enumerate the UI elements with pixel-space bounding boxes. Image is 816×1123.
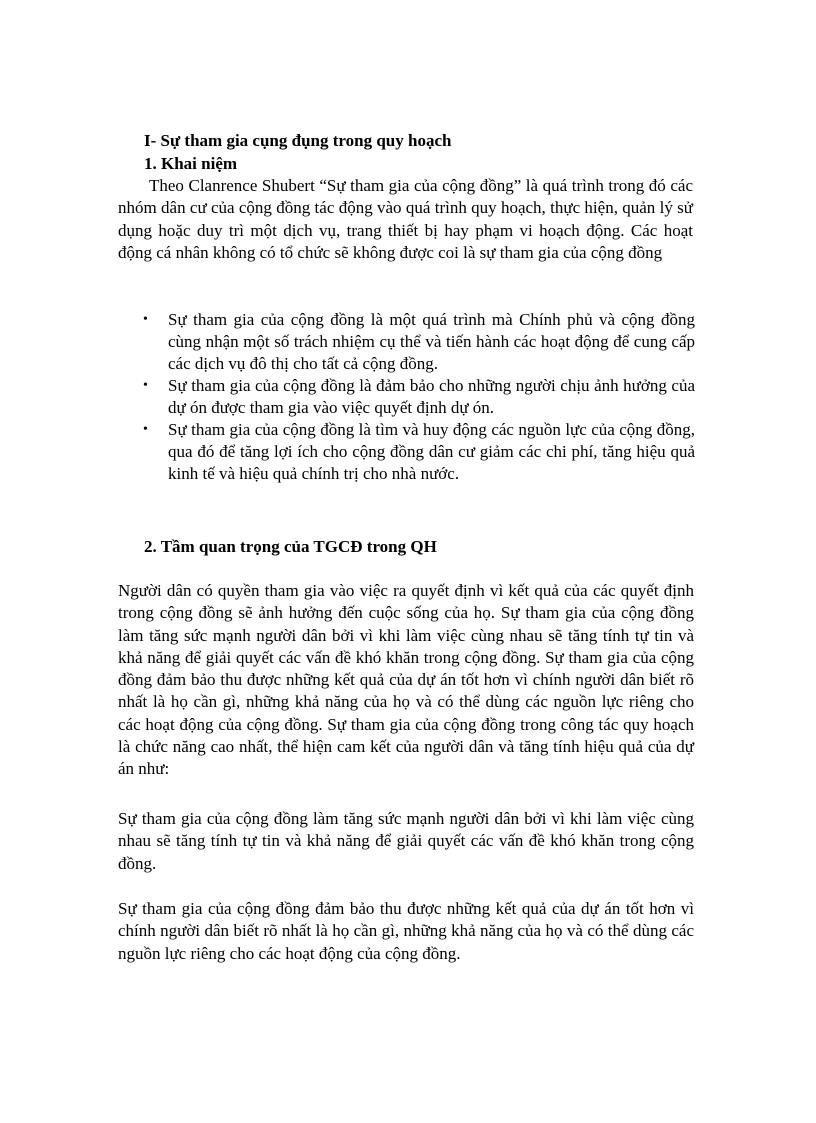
intro-paragraph: Theo Clanrence Shubert “Sự tham gia của cộng đồng” là quá trình trong đó các nhóm dân cư của cộng đồng tác động vào quá trình quy hoạch, thực hiện, quản lý sử dụng hoặc duy trì một dịch vụ, trang thiết bị hay phạm vi hoạch động. Các hoạt động cá nhân không có tổ chức sẽ không được coi là sự tham gia của cộng đồng [118,176,693,262]
bullet-item [140,419,695,485]
empowerment-paragraph: Sự tham gia của cộng đồng làm tăng sức mạnh người dân bởi vì khi làm việc cùng nhau sẽ tăng tính tự tin và khả năng để giải quyết các vấn đề khó khăn trong cộng đồng. [118,809,694,873]
importance-paragraph: Người dân có quyền tham gia vào việc ra quyết định vì kết quả của các quyết định trong cộng đồng sẽ ảnh hưởng đến cuộc sống của họ. Sự tham gia của cộng đồng làm tăng sức mạnh người dân bởi vì khi làm việc cùng nhau sẽ tăng tính tự tin và khả năng để giải quyết các vấn đề khó khăn trong cộng đồng. Sự tham gia của cộng đồng đảm bảo thu được những kết quả của dự án tốt hơn vì chính người dân biết rõ nhất là họ cần gì, những khả năng của họ và có thể dùng các nguồn lực riêng cho các hoạt động của cộng đồng. Sự tham gia của cộng đồng trong công tác quy hoạch là chức năng cao nhất, thể hiện cam kết của người dân và tăng tính hiệu quả của dự án như: [118,581,694,779]
bullet-text: Sự tham gia của cộng đồng là tìm và huy động các nguồn lực của cộng đồng, qua đó để tăng lợi ích cho cộng đồng dân cư giảm các chi phí, tăng hiệu quả kinh tế và hiệu quả chính trị cho nhà nước. [168,420,695,483]
subsection-heading-concept: 1. Khai niệm [144,154,238,173]
bullet-item [140,309,695,375]
bullet-marker: • [143,312,148,327]
results-paragraph: Sự tham gia của cộng đồng đảm bảo thu được những kết quả của dự án tốt hơn vì chính người dân biết rõ nhất là họ cần gì, những khả năng của họ và có thể dùng các nguồn lực riêng cho các hoạt động của cộng đồng. [118,899,694,963]
section-heading: I- Sự tham gia cụng đụng trong quy hoạch [144,131,452,150]
subsection-heading-importance: 2. Tầm quan trọng của TGCĐ trong QH [144,537,437,556]
bullet-marker: • [143,378,148,393]
bullet-text: Sự tham gia của cộng đồng là đảm bảo cho những người chịu ảnh hưởng của dự ón được tham gia vào việc quyết định dự ón. [168,376,695,417]
bullet-list [140,309,695,485]
bullet-item [140,375,695,419]
bullet-text: Sự tham gia của cộng đồng là một quá trình mà Chính phủ và cộng đồng cùng nhận một số trách nhiệm cụ thể và tiến hành các hoạt động để cung cấp các dịch vụ đô thị cho tất cả cộng đồng. [168,310,695,373]
bullet-marker: • [143,422,148,437]
